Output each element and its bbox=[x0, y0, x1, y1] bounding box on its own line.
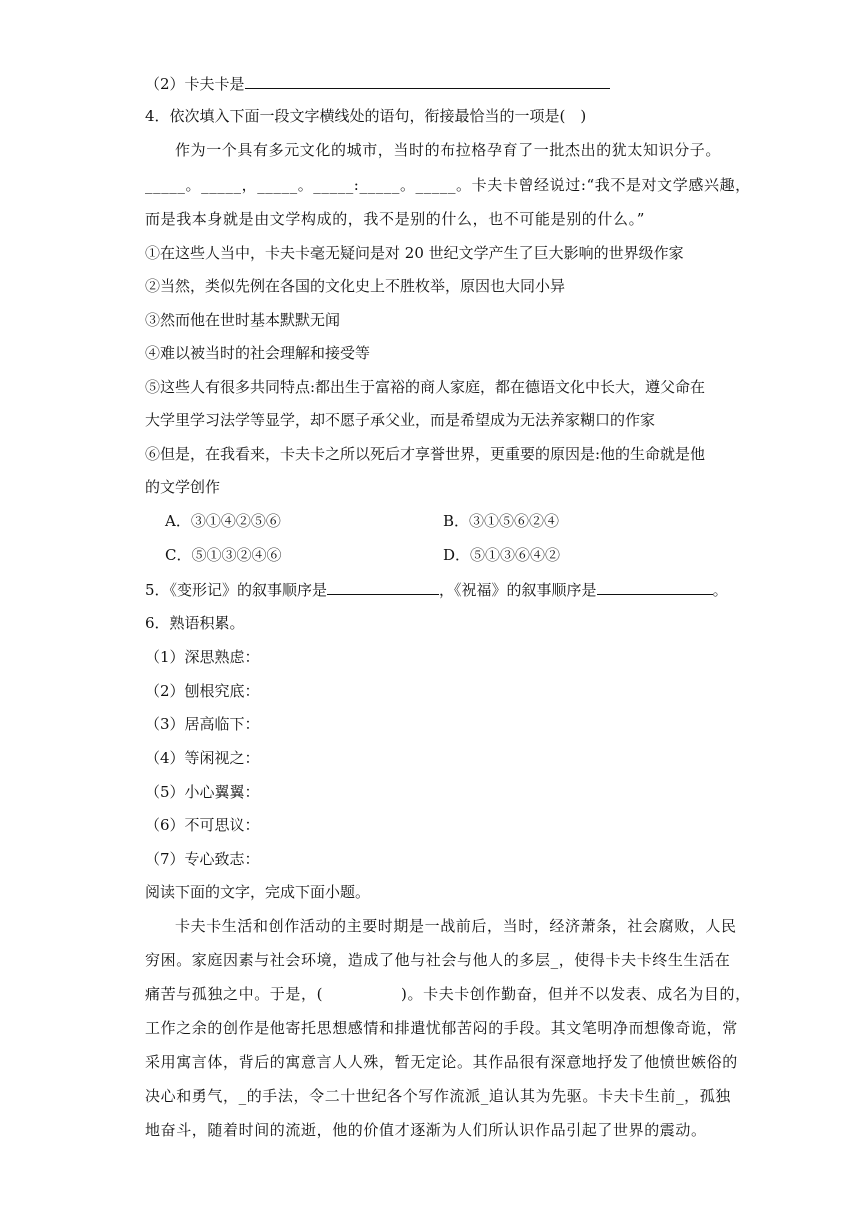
option-d[interactable]: D．⑤①③⑥④② bbox=[443, 546, 561, 564]
reading-instruction: 阅读下面的文字，完成下面小题。 bbox=[145, 883, 371, 901]
idiom-item: （3）居高临下： bbox=[145, 715, 260, 733]
paragraph-line: 而是我本身就是由文学构成的，我不是别的什么，也不可能是别的什么。” bbox=[145, 210, 645, 228]
passage-line: 采用寓言体，背后的寓意言人人殊，暂无定论。其作品很有深意地抒发了他愤世嫉俗的 bbox=[145, 1053, 738, 1071]
passage-line: 痛苦与孤独之中。于是，( )。卡夫卡创作勤奋，但并不以发表、成名为目的， bbox=[145, 985, 751, 1003]
passage-line: 穷困。家庭因素与社会环境，造成了他与社会与他人的多层_，使得卡夫卡终生生活在 bbox=[145, 951, 731, 969]
idiom-item: （4）等闲视之： bbox=[145, 749, 260, 767]
item-label: （2）卡夫卡是 bbox=[145, 75, 245, 93]
passage-line: 决心和勇气，_的手法，令二十世纪各个写作流派_追认其为先驱。卡夫卡生前_，孤独 bbox=[145, 1087, 731, 1105]
q5-part-1: 5．《变形记》的叙事顺序是 bbox=[145, 581, 328, 599]
sentence-1: ①在这些人当中，卡夫卡毫无疑问是对 20 世纪文学产生了巨大影响的世界级作家 bbox=[145, 244, 684, 262]
option-c[interactable]: C．⑤①③②④⑥ bbox=[165, 546, 282, 564]
option-a[interactable]: A．③①④②⑤⑥ bbox=[165, 512, 281, 530]
answer-blank[interactable] bbox=[245, 74, 610, 89]
sentence-4: ④难以被当时的社会理解和接受等 bbox=[145, 344, 371, 362]
question-4-stem: 4．依次填入下面一段文字横线处的语句，衔接最恰当的一项是( ) bbox=[145, 107, 587, 125]
passage-line: 卡夫卡生活和创作活动的主要时期是一战前后，当时，经济萧条，社会腐败，人民 bbox=[175, 917, 737, 935]
question-3-item-2 bbox=[145, 74, 610, 94]
question-6-stem: 6．熟语积累。 bbox=[145, 614, 245, 632]
option-b[interactable]: B．③①⑤⑥②④ bbox=[443, 512, 560, 530]
question-5 bbox=[145, 580, 728, 600]
idiom-item: （5）小心翼翼： bbox=[145, 783, 260, 801]
sentence-6-line-2: 的文学创作 bbox=[145, 478, 221, 496]
answer-blank[interactable] bbox=[327, 580, 439, 595]
passage-line: 工作之余的创作是他寄托思想感情和排遣忧郁苦闷的手段。其文笔明净而想像奇诡，常 bbox=[145, 1019, 738, 1037]
answer-blank[interactable] bbox=[597, 580, 713, 595]
sentence-3: ③然而他在世时基本默默无闻 bbox=[145, 311, 341, 329]
paragraph-line: 作为一个具有多元文化的城市，当时的布拉格孕育了一批杰出的犹太知识分子。 bbox=[175, 141, 722, 159]
sentence-2: ②当然，类似先例在各国的文化史上不胜枚举，原因也大同小异 bbox=[145, 277, 566, 295]
sentence-5-line-2: 大学里学习法学等显学，却不愿子承父业，而是希望成为无法养家糊口的作家 bbox=[145, 411, 656, 429]
sentence-5-line-1: ⑤这些人有很多共同特点:都出生于富裕的商人家庭，都在德语文化中长大，遵父命在 bbox=[145, 378, 706, 396]
passage-line: 地奋斗，随着时间的流逝，他的价值才逐渐为人们所认识作品引起了世界的震动。 bbox=[145, 1121, 707, 1139]
q5-part-3: 。 bbox=[712, 581, 728, 599]
idiom-item: （2）刨根究底： bbox=[145, 682, 260, 700]
idiom-item: （1）深思熟虑： bbox=[145, 648, 260, 666]
paragraph-line: _____。_____，_____。_____:_____。_____。卡夫卡曾经说过:“我不是对文学感兴趣， bbox=[145, 176, 751, 194]
idiom-item: （6）不可思议： bbox=[145, 816, 260, 834]
idiom-item: （7）专心致志： bbox=[145, 850, 260, 868]
sentence-6-line-1: ⑥但是，在我看来，卡夫卡之所以死后才享誉世界，更重要的原因是:他的生命就是他 bbox=[145, 445, 706, 463]
q5-part-2: ，《祝福》的叙事顺序是 bbox=[439, 581, 597, 599]
